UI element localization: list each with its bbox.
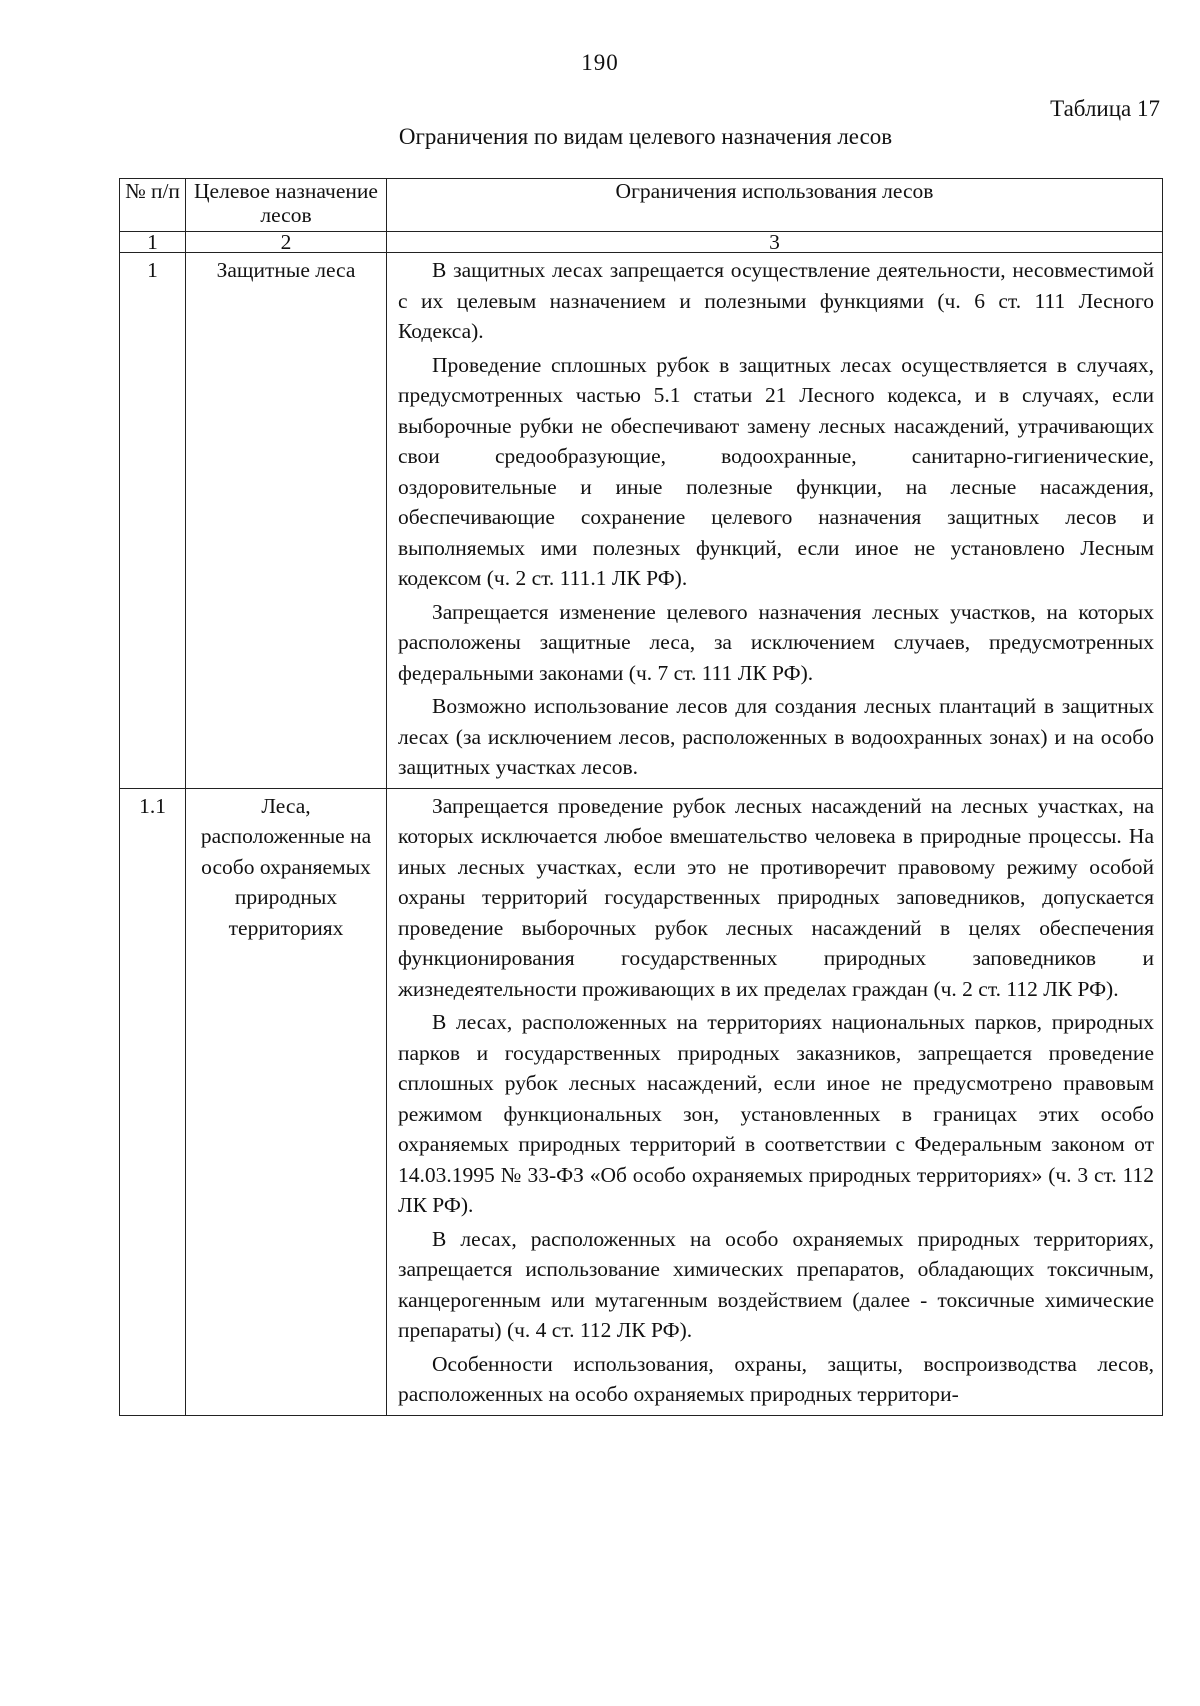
table-label: Таблица 17 (1050, 96, 1160, 121)
restriction-paragraph: В лесах, расположенных на особо охраняемых природных территориях, запрещается использование химических препаратов, обладающих токсичным, канцерогенным или мутагенным воздействием (далее - токсичные химические препараты) (ч. 4 ст. 112 ЛК РФ). (398, 1226, 1154, 1342)
row-restrictions (387, 253, 1163, 789)
restriction-paragraph: Запрещается проведение рубок лесных насаждений на лесных участках, на которых исключается любое вмешательство человека в природные процессы. На иных лесных участках, если это не противоречит правовому режиму особой охраны территорий государственных природных заповедников, допускается проведение выборочных рубок лесных насаждений в целях обеспечения функционирования государственных природных заповедников и жизнедеятельности проживающих в их пределах граждан (ч. 2 ст. 112 ЛК РФ). (398, 793, 1154, 1001)
restriction-paragraph: Запрещается изменение целевого назначения лесных участков, на которых расположены защитные леса, за исключением случаев, предусмотренных федеральными законами (ч. 7 ст. 111 ЛК РФ). (398, 599, 1154, 685)
row-number: 1 (120, 253, 186, 789)
table-row (120, 253, 1163, 789)
table-title: Ограничения по видам целевого назначения лесов (398, 124, 893, 149)
restriction-paragraph: В защитных лесах запрещается осуществление деятельности, несовместимой с их целевым назначением и полезными функциями (ч. 6 ст. 111 Лесного Кодекса). (398, 258, 1154, 343)
header-number: № п/п (120, 179, 186, 232)
row-purpose: Защитные леса (186, 253, 387, 789)
row-purpose: Леса, расположенные на особо охраняемых природных территориях (186, 788, 387, 1415)
table-header-row (120, 179, 1163, 232)
restriction-paragraph: В лесах, расположенных на территориях национальных парков, природных парков и государственных природных заказников, запрещается проведение сплошных рубок лесных насаждений, если иное не предусмотрено правовым режимом функциональных зон, установленных в границах этих особо охраняемых природных территорий в соответствии с Федеральным законом от 14.03.1995 № 33-ФЗ «Об особо охраняемых природных территориях» (ч. 3 ст. 112 ЛК РФ). (398, 1010, 1154, 1217)
column-number: 1 (120, 232, 186, 253)
header-purpose: Целевое назначение лесов (186, 179, 387, 232)
column-number: 2 (186, 232, 387, 253)
header-restrictions: Ограничения использования лесов (387, 179, 1163, 232)
column-number: 3 (387, 232, 1163, 253)
restriction-paragraph: Особенности использования, охраны, защиты, воспроизводства лесов, расположенных на особо охраняемых природных территори- (398, 1351, 1154, 1406)
restriction-paragraph: Проведение сплошных рубок в защитных лесах осуществляется в случаях, предусмотренных частью 5.1 статьи 21 Лесного кодекса, и в случаях, если выборочные рубки не обеспечивают замену лесных насаждений, утрачивающих свои средообразующие, водоохранные, санитарно-гигиенические, оздоровительные и иные полезные функции, на лесные насаждения, обеспечивающие сохранение целевого назначения защитных лесов и выполняемых ими полезных функций, если иное не установлено Лесным кодексом (ч. 2 ст. 111.1 ЛК РФ). (398, 352, 1154, 590)
row-number: 1.1 (120, 788, 186, 1415)
restriction-paragraph: Возможно использование лесов для создания лесных плантаций в защитных лесах (за исключением лесов, расположенных в водоохранных зонах) и на особо защитных участках лесов. (398, 694, 1154, 779)
restrictions-table (119, 178, 1163, 1416)
table-row (120, 788, 1163, 1415)
page-number: 190 (581, 50, 619, 75)
row-restrictions (387, 788, 1163, 1415)
column-number-row (120, 232, 1163, 253)
